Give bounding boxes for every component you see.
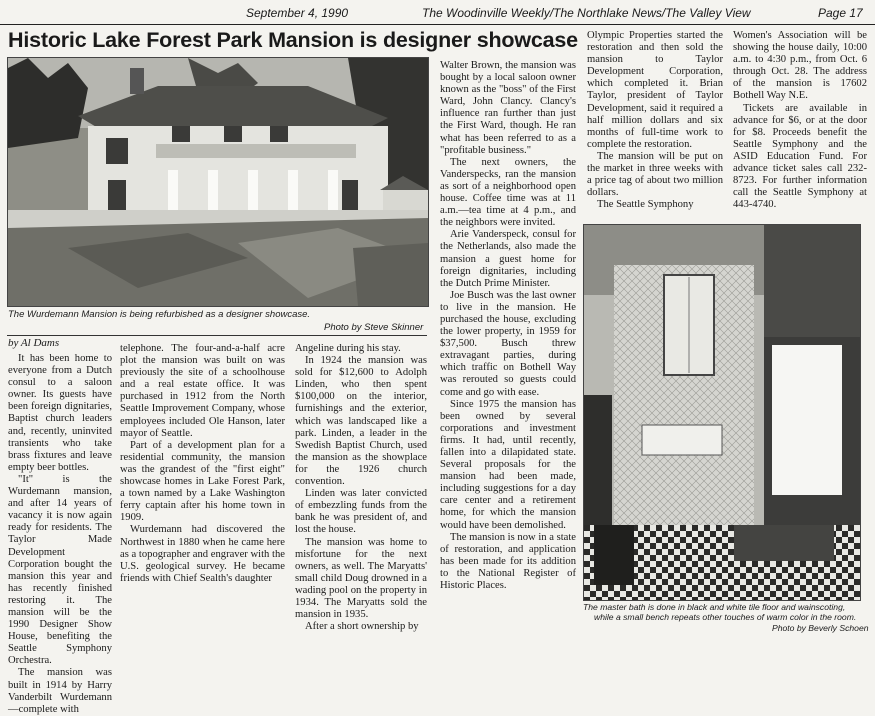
paragraph: "It" is the Wurdemann mansion, and after 14 years of vacancy it is now again ready for residents. The Taylor Made Development Corporation bought the mansion this year and has recently finished restoring it. The mansion will be the 1990 Designer Show House, benefiting the Seattle Symphony Orchestra.: [8, 473, 112, 667]
bath-photo-credit: Photo by Beverly Schoen: [772, 623, 869, 633]
paragraph: After a short ownership by: [305, 621, 419, 633]
main-photo-caption: The Wurdemann Mansion is being refurbished as a designer showcase.: [8, 309, 311, 320]
bath-photo-caption-2: while a small bench repeats other touches of warm color in the room.: [594, 612, 857, 622]
paragraph: The Seattle Symphony: [597, 199, 694, 211]
article-column-3: [295, 343, 427, 633]
paragraph: It has been home to everyone from a Dutch consul to a saloon owner. Its guests have been foreign dignitaries, Baptist church leaders and, recently, uninvited transients who take brass fixtures and leave empty beer bottles.: [8, 353, 112, 473]
paragraph: The mansion was built in 1914 by Harry Vanderbilt Wurdemann—complete with: [8, 667, 112, 715]
mansion-photo: [7, 57, 429, 307]
paragraph: The mansion is now in a state of restoration, and application has been made for its addition to the National Register of Historic Places.: [440, 531, 576, 592]
paragraph: Olympic Properties started the restoration and then sold the mansion to Taylor Development Corporation, which completed it. Brian Taylor, president of Taylor Development, said it required a half million dollars and six months of full-time work to complete the restoration.: [587, 30, 723, 150]
page-number: Page 17: [818, 6, 863, 20]
article-column-2: [120, 343, 285, 585]
paragraph: Tickets are available in advance for $6, or at the door for $8. Proceeds benefit the Seattle Symphony and the ASID Education Fund. For advance ticket sales call 232-8723. For further information call the Seattle Symphony at 443-4740.: [733, 102, 867, 211]
paragraph: Part of a development plan for a residential community, the mansion was the grandest of the "first eight" showcase homes in Lake Forest Park, a town named by a Lake Washington ferry captain after his home town in 1909.: [120, 439, 285, 524]
photo-divider: [7, 335, 427, 336]
bathroom-illustration: [584, 225, 860, 600]
paragraph: Since 1975 the mansion has been owned by several corporations and investment firms. It had, until recently, fallen into a dilapidated state. Several proposals for the mansion had been made, including suggestions for a day care center and a retirement home, for which the mansion would have been demolished.: [440, 398, 576, 531]
headline: Historic Lake Forest Park Mansion is designer showcase: [8, 28, 578, 52]
bath-photo-caption-1: The master bath is done in black and white tile floor and wainscoting,: [583, 602, 846, 612]
paragraph: Joe Busch was the last owner to live in the mansion. He purchased the house, excluding the lower property, in 1959 for $37,500. Busch threw extravagant parties, during which traffic on Bothell Way was rerouted so guests could come and go with ease.: [440, 289, 576, 398]
paragraph: The mansion will be put on the market in three weeks with a price tag of about two million dollars.: [587, 150, 723, 199]
page-header: [0, 0, 875, 25]
paragraph: In 1924 the mansion was sold for $12,600 to Adolph Linden, who then spent $100,000 on the interior, furnishings and the exterior, which was landscaped like a park. Linden, a leader in the Swedish Baptist Church, used the mansion as the showplace for the 1926 church convention.: [295, 355, 427, 488]
paragraph: The next owners, the Vanderspecks, ran the mansion as sort of a neighborhood open house. Coffee time was at 11 a.m.—tea time at 4 p.m., and the neighbors were invited.: [440, 156, 576, 229]
paragraph: Wurdemann had discovered the Northwest in 1880 when he came here as a topographer and engraver with the U.S. geological survey. He became friends with Chief Sealth's daughter: [120, 524, 285, 584]
mansion-illustration: [8, 58, 428, 306]
article-column-6: [733, 30, 867, 211]
bathroom-photo: [583, 224, 861, 601]
article-column-5: [587, 30, 723, 211]
issue-date: September 4, 1990: [246, 6, 349, 20]
paragraph: Walter Brown, the mansion was bought by a local saloon owner known as the "boss" of the First Ward, John Clancy. Clancy's influence ran further than just the First Ward, though. He ran what has been referred to as a "profitable business.": [440, 60, 576, 156]
byline: by Al Dams: [8, 337, 60, 349]
article-column-1: [8, 353, 112, 716]
paragraph: Linden was later convicted of embezzling funds from the bank he was president of, and lost the house.: [295, 488, 427, 536]
paragraph: telephone. The four-and-a-half acre plot the mansion was built on was previously the site of a schoolhouse and a real estate office. It was purchased in 1912 from the North Seattle Improvement Company, whose employees included Ole Hanson, later mayor of Seattle.: [120, 343, 285, 439]
paragraph: Women's Association will be showing the house daily, 10:00 a.m. to 4:30 p.m., from Oct. 6 through Oct. 28. The address of the mansion is 17602 Bothell Way N.E.: [733, 30, 867, 102]
publication-name: The Woodinville Weekly/The Northlake News/The Valley View: [422, 6, 751, 20]
paragraph: Angeline during his stay.: [295, 343, 401, 354]
paragraph: The mansion was home to misfortune for the next owners, as well. The Maryatts' small child Doug drowned in a wading pool on the property in 1934. The Maryatts sold the mansion in 1935.: [295, 536, 427, 621]
article-column-4: [440, 60, 576, 592]
main-photo-credit: Photo by Steve Skinner: [324, 322, 424, 333]
paragraph: Arie Vanderspeck, consul for the Netherlands, also made the mansion a guest home for foreign dignitaries, including the Dutch Prime Minister.: [440, 229, 576, 289]
